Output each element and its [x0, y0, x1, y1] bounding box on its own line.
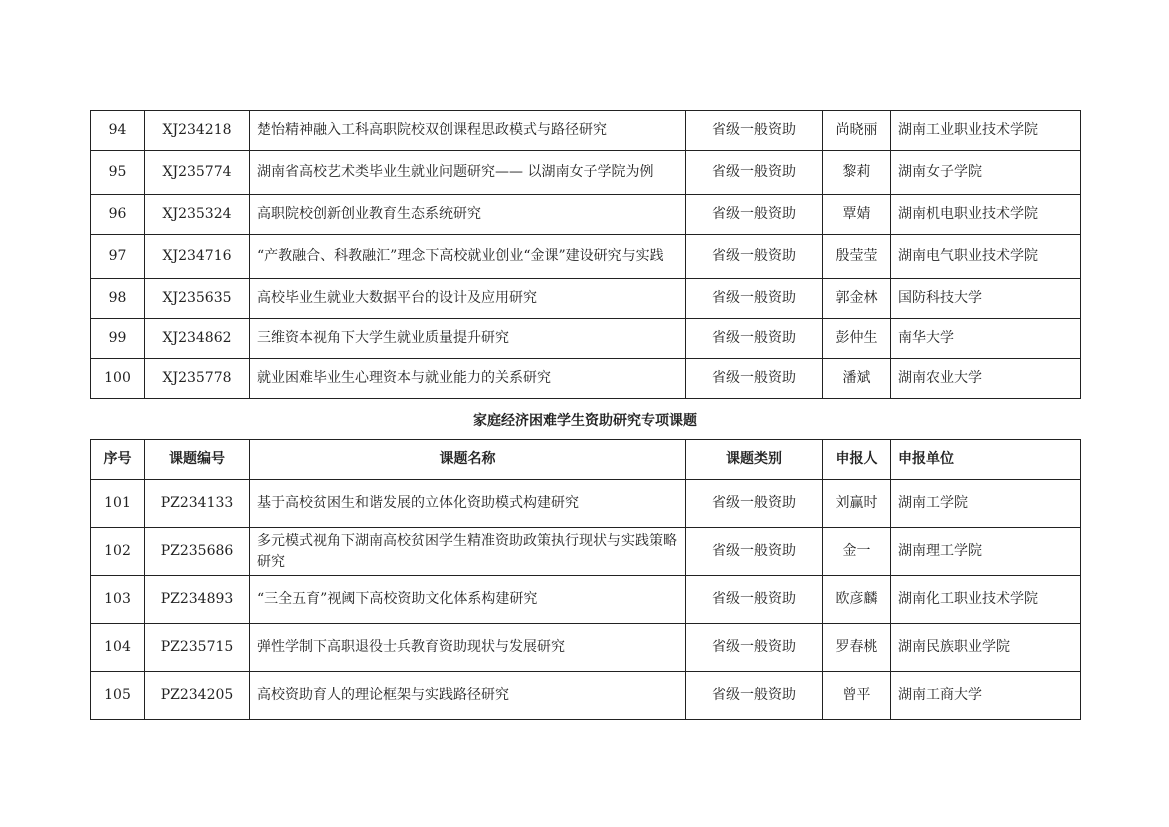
table-row: [91, 319, 1081, 359]
project-category: 省级一般资助: [686, 672, 823, 720]
table-row: [91, 235, 1081, 279]
header-title: 课题名称: [250, 440, 686, 480]
project-title: 湖南省高校艺术类毕业生就业问题研究—— 以湖南女子学院为例: [250, 151, 686, 195]
project-category: 省级一般资助: [686, 195, 823, 235]
project-title: 三维资本视角下大学生就业质量提升研究: [250, 319, 686, 359]
applicant: 郭金林: [823, 279, 891, 319]
row-number: 99: [91, 319, 145, 359]
project-code: XJ234716: [145, 235, 250, 279]
project-category: 省级一般资助: [686, 279, 823, 319]
row-number: 94: [91, 111, 145, 151]
applicant: 殷莹莹: [823, 235, 891, 279]
applicant: 欧彦麟: [823, 576, 891, 624]
project-category: 省级一般资助: [686, 624, 823, 672]
project-title: 就业困难毕业生心理资本与就业能力的关系研究: [250, 359, 686, 399]
project-title: 高校毕业生就业大数据平台的设计及应用研究: [250, 279, 686, 319]
project-code: XJ235778: [145, 359, 250, 399]
project-title: 弹性学制下高职退役士兵教育资助现状与发展研究: [250, 624, 686, 672]
row-number: 98: [91, 279, 145, 319]
row-number: 105: [91, 672, 145, 720]
applicant: 金一: [823, 528, 891, 576]
header-applicant: 申报人: [823, 440, 891, 480]
applicant: 潘斌: [823, 359, 891, 399]
project-code: PZ234893: [145, 576, 250, 624]
unit: 湖南女子学院: [891, 151, 1081, 195]
table-row: [91, 111, 1081, 151]
header-category: 课题类别: [686, 440, 823, 480]
table-row: [91, 624, 1081, 672]
project-category: 省级一般资助: [686, 111, 823, 151]
row-number: 100: [91, 359, 145, 399]
row-number: 103: [91, 576, 145, 624]
applicant: 刘赢时: [823, 480, 891, 528]
project-category: 省级一般资助: [686, 359, 823, 399]
project-title: “三全五育”视阈下高校资助文化体系构建研究: [250, 576, 686, 624]
applicant: 曾平: [823, 672, 891, 720]
unit: 湖南理工学院: [891, 528, 1081, 576]
project-code: PZ234205: [145, 672, 250, 720]
header-code: 课题编号: [145, 440, 250, 480]
table-row: [91, 528, 1081, 576]
row-number: 104: [91, 624, 145, 672]
unit: 湖南机电职业技术学院: [891, 195, 1081, 235]
table-row: [91, 359, 1081, 399]
table-row: [91, 480, 1081, 528]
header-no: 序号: [91, 440, 145, 480]
project-code: XJ234862: [145, 319, 250, 359]
project-code: PZ235686: [145, 528, 250, 576]
table-row: [91, 195, 1081, 235]
project-code: XJ235774: [145, 151, 250, 195]
project-category: 省级一般资助: [686, 576, 823, 624]
applicant: 黎莉: [823, 151, 891, 195]
project-code: XJ235324: [145, 195, 250, 235]
row-number: 101: [91, 480, 145, 528]
project-title: 高校资助育人的理论框架与实践路径研究: [250, 672, 686, 720]
unit: 湖南工业职业技术学院: [891, 111, 1081, 151]
applicant: 彭仲生: [823, 319, 891, 359]
projects-table-2: [90, 439, 1081, 720]
row-number: 97: [91, 235, 145, 279]
project-title: 多元模式视角下湖南高校贫困学生精准资助政策执行现状与实践策略研究: [250, 528, 686, 576]
project-code: XJ234218: [145, 111, 250, 151]
project-title: 基于高校贫困生和谐发展的立体化资助模式构建研究: [250, 480, 686, 528]
applicant: 覃婧: [823, 195, 891, 235]
projects-table-1: [90, 110, 1081, 399]
project-title: 高职院校创新创业教育生态系统研究: [250, 195, 686, 235]
unit: 国防科技大学: [891, 279, 1081, 319]
row-number: 95: [91, 151, 145, 195]
header-unit: 申报单位: [891, 440, 1081, 480]
unit: 湖南工商大学: [891, 672, 1081, 720]
unit: 湖南农业大学: [891, 359, 1081, 399]
row-number: 102: [91, 528, 145, 576]
project-category: 省级一般资助: [686, 235, 823, 279]
table-row: [91, 151, 1081, 195]
unit: 湖南民族职业学院: [891, 624, 1081, 672]
table-row: [91, 279, 1081, 319]
applicant: 尚晓丽: [823, 111, 891, 151]
project-code: PZ234133: [145, 480, 250, 528]
applicant: 罗春桃: [823, 624, 891, 672]
unit: 南华大学: [891, 319, 1081, 359]
table-row: [91, 576, 1081, 624]
row-number: 96: [91, 195, 145, 235]
unit: 湖南化工职业技术学院: [891, 576, 1081, 624]
project-code: PZ235715: [145, 624, 250, 672]
unit: 湖南电气职业技术学院: [891, 235, 1081, 279]
section-title: 家庭经济困难学生资助研究专项课题: [473, 413, 697, 429]
table-header-row: [91, 440, 1081, 480]
project-category: 省级一般资助: [686, 528, 823, 576]
project-code: XJ235635: [145, 279, 250, 319]
table-row: [91, 672, 1081, 720]
unit: 湖南工学院: [891, 480, 1081, 528]
project-title: “产教融合、科教融汇”理念下高校就业创业“金课”建设研究与实践: [250, 235, 686, 279]
project-title: 楚怡精神融入工科高职院校双创课程思政模式与路径研究: [250, 111, 686, 151]
project-category: 省级一般资助: [686, 319, 823, 359]
project-category: 省级一般资助: [686, 151, 823, 195]
project-category: 省级一般资助: [686, 480, 823, 528]
